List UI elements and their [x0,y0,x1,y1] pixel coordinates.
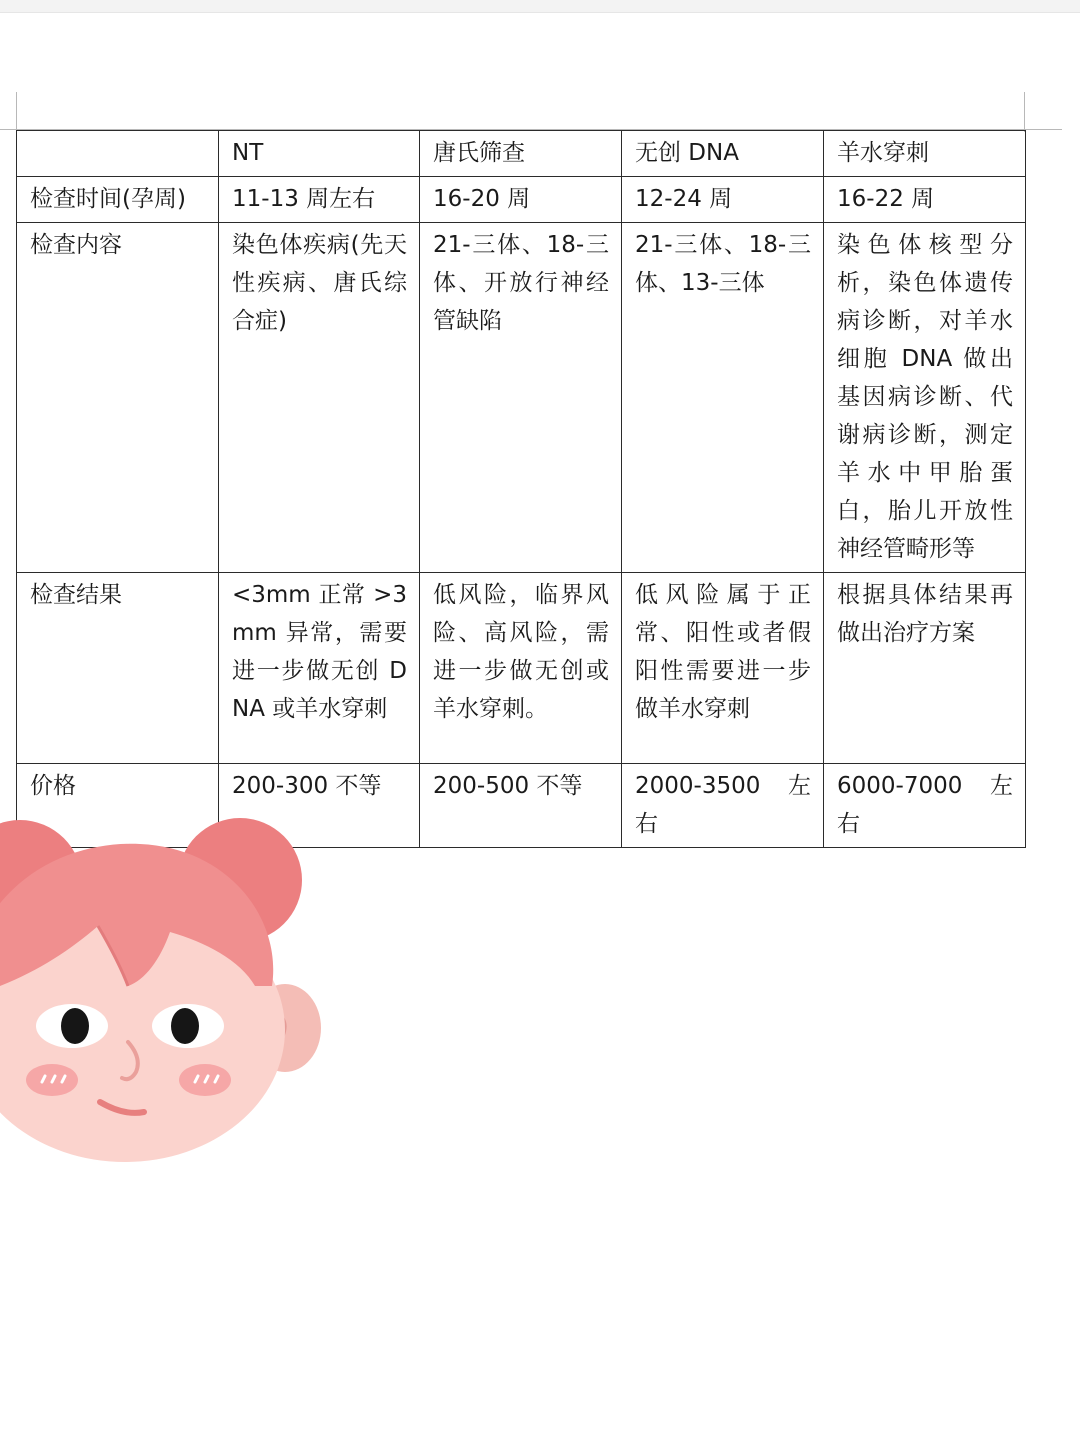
prenatal-screening-comparison-table [16,130,1026,848]
header-cell-nt: NT [219,131,420,177]
table-cell: <3mm 正常 >3mm 异常，需要进一步做无创 DNA 或羊水穿刺 [219,573,420,764]
table-row [17,223,1026,573]
table-header-row [17,131,1026,177]
header-cell-down-syndrome-screening: 唐氏筛查 [420,131,622,177]
table-row [17,573,1026,764]
table-cell: 根据具体结果再做出治疗方案 [824,573,1026,764]
header-cell-empty [17,131,219,177]
table-cell: 染色体核型分析，染色体遗传病诊断，对羊水细胞 DNA 做出基因病诊断、代谢病诊断，测定羊水中甲胎蛋白，胎儿开放性神经管畸形等 [824,223,1026,573]
girl-face-sticker-icon [0,810,330,1170]
table-cell: 21-三体、18-三体、开放行神经管缺陷 [420,223,622,573]
table-cell: 低风险，临界风险、高风险，需进一步做无创或羊水穿刺。 [420,573,622,764]
row-label-content: 检查内容 [17,223,219,573]
top-status-strip [0,0,1080,13]
table-cell: 6000-7000 左右 [824,764,1026,848]
table-cell: 染色体疾病(先天性疾病、唐氏综合症) [219,223,420,573]
page-margin-mark-right [1024,92,1025,132]
table-cell: 200-500 不等 [420,764,622,848]
table-cell: 11-13 周左右 [219,177,420,223]
page-margin-mark-left [16,92,17,132]
table-cell: 21-三体、18-三体、13-三体 [622,223,824,573]
row-label-price: 价格 [17,764,219,848]
table-cell: 低风险属于正常、阳性或者假阳性需要进一步做羊水穿刺 [622,573,824,764]
table-row [17,177,1026,223]
row-label-result: 检查结果 [17,573,219,764]
row-label-time: 检查时间(孕周) [17,177,219,223]
table-cell: 2000-3500 左右 [622,764,824,848]
header-cell-amniocentesis: 羊水穿刺 [824,131,1026,177]
table-cell: 200-300 不等 [219,764,420,848]
header-cell-nipt-dna: 无创 DNA [622,131,824,177]
table-cell: 16-20 周 [420,177,622,223]
table-cell: 16-22 周 [824,177,1026,223]
table-cell: 12-24 周 [622,177,824,223]
